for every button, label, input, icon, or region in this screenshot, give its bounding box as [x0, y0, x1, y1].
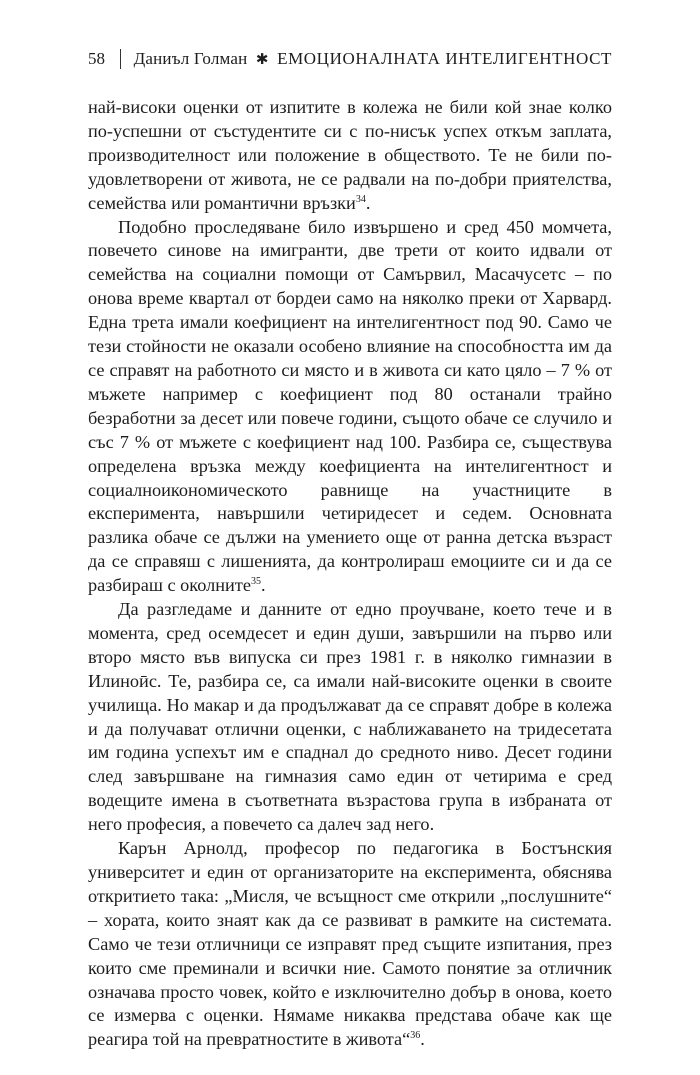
running-title: [134, 44, 612, 75]
paragraph-text: Подобно проследяване било извършено и сред 450 момчета, повечето синове на имигранти, две трети от които идвали от семейства на социални помощи от Самървил, Масачусетс – по онова време квартал от бордеи само на няколко преки от Харвард. Една трета имали коефициент на интелигентност под 90. Само че тези стойности не оказали особено влияние на способността им да се справят на работното си място и в живота си като цяло – 7 % от мъжете например с коефициент под 80 останали трайно безработни за десет или повече години, същото обаче се случило и със 7 % от мъжете с коефициент над 100. Разбира се, съществува определена връзка между коефициента на интелигентност и социалноикономическото равнище на участниците в експеримента, навършили четиридесет и седем. Основната разлика обаче се дължи на умението още от ранна детска възраст да се справяш с лишенията, да контролираш емоциите си и да се разбираш с околните: [88, 216, 612, 596]
header-divider: [120, 49, 121, 69]
paragraph-1: [88, 96, 612, 216]
sentence-period: .: [365, 192, 371, 213]
running-head: [88, 44, 612, 74]
paragraph-3: [88, 598, 612, 837]
paragraph-2: [88, 216, 612, 599]
paragraph-text: Карън Арнолд, професор по педагогика в Бостънския университет и един от организаторите на експеримента, обяснява откритието така: „Мисля, че всъщност сме открили „послушните“ – хората, които знаят как да се развиват в рамките на системата. Само че тези отличници се изправят пред същите изпитания, през които сме преминали и всички ние. Самото понятие за отличник означава просто човек, който е изключително добър в онова, което се измерва с оценки. Нямаме никаква представа обаче как ще реагира той на превратностите в живота“: [88, 838, 612, 1050]
paragraph-text: Да разгледаме и данните от едно проучване, което тече и в момента, сред осемдесет и един души, завършили на първо или второ място във випуска си през 1981 г. в няколко гимназии в Илиноӣс. Те, разбира се, са имали най-високите оценки в своите училища. Но макар и да продължават да се справят добре в колежа и да получават отлични оценки, с наближаването на тридесетата им година успехът им е спаднал до средното ниво. Десет години след завършване на гимназия само един от четирима е сред водещите имена в съответната възрастова група в избраната от него професия, а повечето са далеч зад него.: [88, 599, 612, 835]
paragraph-text: най-високи оценки от изпитите в колежа не били кой знае колко по-успешни от състудентите си с по-нисък успех откъм заплата, производителност или положение в обществото. Те не били поудовлетворени от живота, не се радвали на по-добри приятелства, семейства или романтични връзки: [88, 97, 612, 213]
sentence-period: .: [420, 1029, 425, 1050]
footnote-ref: 34: [355, 193, 366, 205]
book-title: ЕМОЦИОНАЛНАТА ИНТЕЛИГЕНТНОСТ: [277, 49, 612, 68]
author-name: Даниъл Голман: [133, 49, 248, 68]
body-text: [88, 96, 612, 1052]
footnote-ref: 36: [410, 1030, 421, 1042]
paragraph-4: [88, 837, 612, 1052]
page-number: 58: [88, 49, 105, 68]
footnote-ref: 35: [250, 576, 261, 588]
sentence-period: .: [260, 575, 266, 596]
asterisk-separator-icon: ✱: [255, 52, 269, 68]
